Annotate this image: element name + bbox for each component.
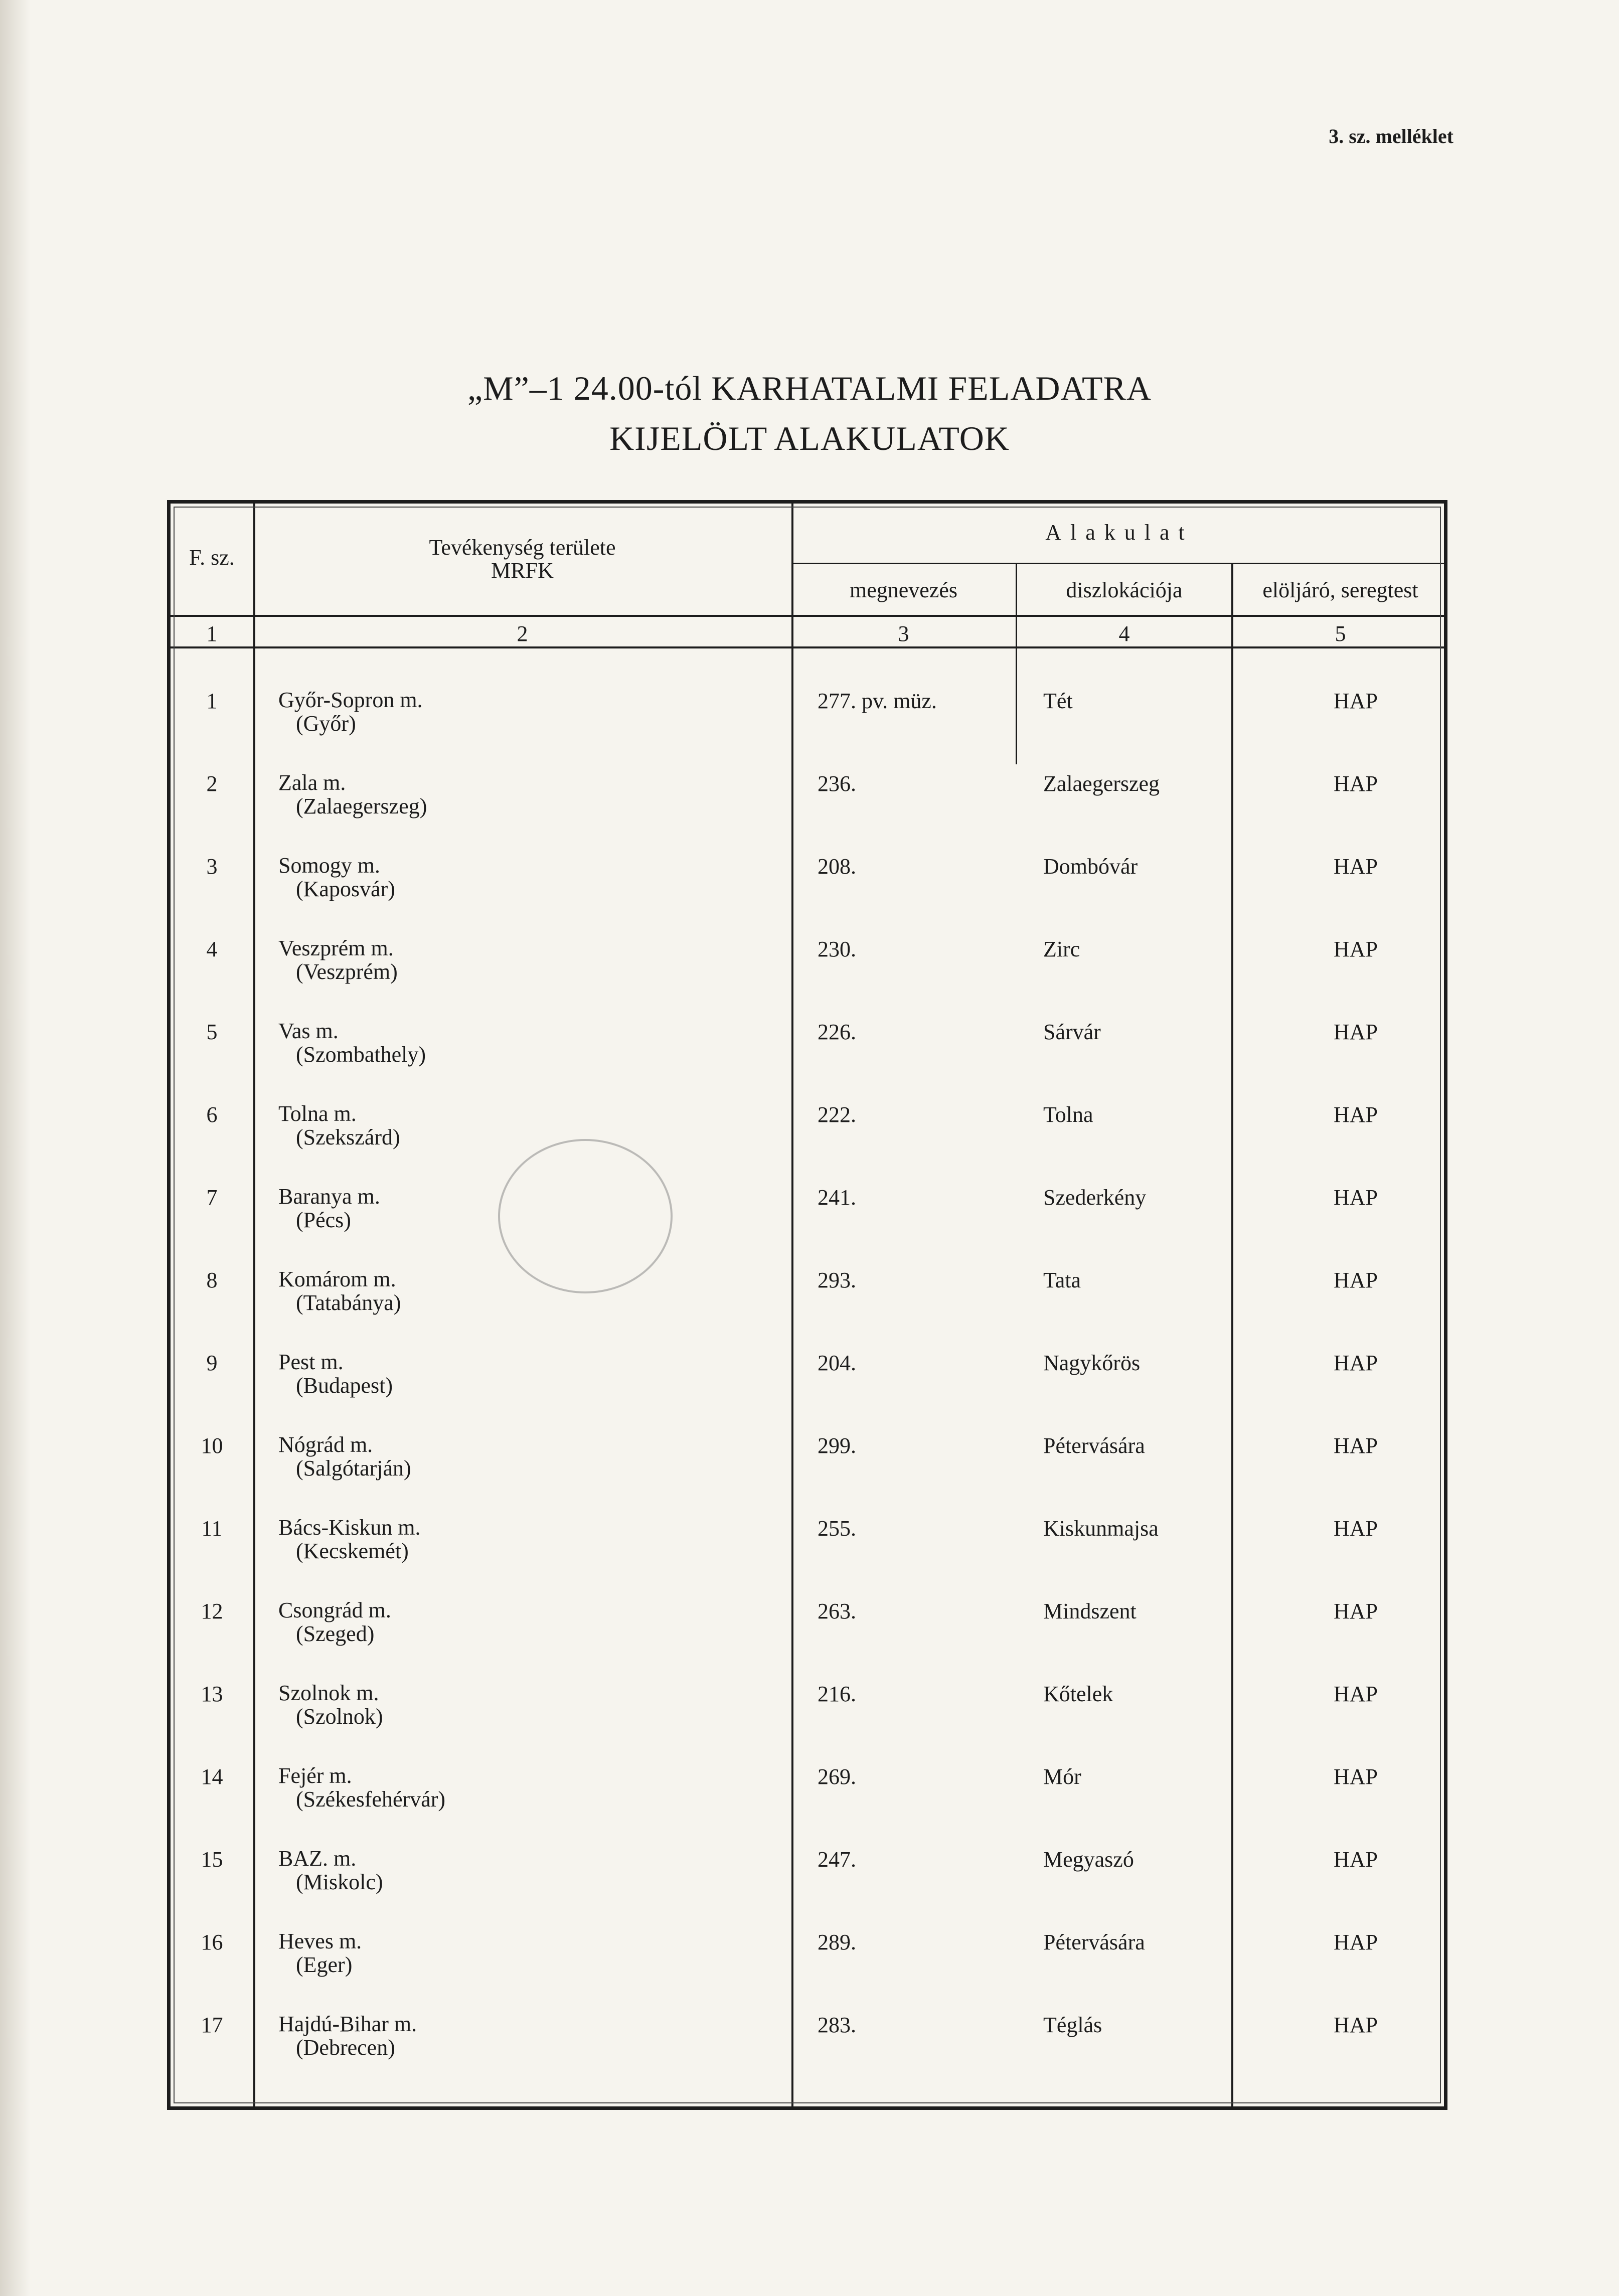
row-number: 12 <box>201 1599 223 1623</box>
row-superior: HAP <box>1333 1847 1378 1872</box>
row-county: Heves m. <box>278 1929 362 1953</box>
table-row <box>171 936 1444 1019</box>
table-row <box>171 1516 1444 1598</box>
header-area-line1: Tevékenység területe <box>429 535 616 560</box>
table-row <box>171 854 1444 936</box>
row-number: 8 <box>206 1268 218 1292</box>
row-superior: HAP <box>1333 1599 1378 1623</box>
row-superior: HAP <box>1333 1682 1378 1706</box>
header-group: Alakulat <box>1045 520 1194 545</box>
row-county: Nógrád m. <box>278 1432 373 1457</box>
row-area <box>278 1350 780 1397</box>
table-row <box>171 1929 1444 2012</box>
row-area <box>278 936 780 983</box>
row-area <box>278 771 780 818</box>
row-location: Kiskunmajsa <box>1043 1516 1159 1541</box>
row-number: 7 <box>206 1185 218 1210</box>
row-superior: HAP <box>1333 854 1378 879</box>
colnum-bottom-line <box>171 646 1447 648</box>
row-seat: (Salgótarján) <box>296 1456 411 1481</box>
header-area <box>253 536 791 582</box>
row-number: 3 <box>206 854 218 879</box>
row-seat: (Tatabánya) <box>296 1290 401 1315</box>
row-number: 10 <box>201 1433 223 1458</box>
row-seat: (Pécs) <box>296 1208 351 1232</box>
table-row <box>171 2012 1444 2094</box>
row-location: Nagykőrös <box>1043 1351 1141 1375</box>
row-location: Mór <box>1043 1764 1081 1789</box>
row-unit: 208. <box>818 854 856 879</box>
row-unit: 216. <box>818 1682 856 1706</box>
row-unit: 222. <box>818 1102 856 1127</box>
colnum-5: 5 <box>1335 621 1346 646</box>
header-area-line2: MRFK <box>491 558 554 583</box>
row-county: Somogy m. <box>278 853 380 878</box>
row-area <box>278 1267 780 1315</box>
header-location: diszlokációja <box>1066 578 1183 602</box>
units-table <box>167 500 1447 2110</box>
header-fsz: F. sz. <box>189 545 235 570</box>
colnum-3: 3 <box>898 621 909 646</box>
table-row <box>171 1102 1444 1184</box>
row-number: 16 <box>201 1930 223 1954</box>
colnum-1: 1 <box>206 621 218 646</box>
row-area <box>278 1019 780 1066</box>
row-seat: (Kaposvár) <box>296 877 395 901</box>
table-row <box>171 1598 1444 1681</box>
scan-page-edge <box>0 0 30 2296</box>
header-superior: elöljáró, seregtest <box>1262 578 1418 602</box>
row-seat: (Szombathely) <box>296 1042 426 1067</box>
table-row <box>171 1185 1444 1267</box>
row-seat: (Székesfehérvár) <box>296 1787 446 1812</box>
row-county: Komárom m. <box>278 1267 396 1291</box>
row-county: Győr-Sopron m. <box>278 688 423 712</box>
row-area <box>278 688 780 735</box>
row-number: 17 <box>201 2013 223 2037</box>
row-county: Pest m. <box>278 1350 344 1374</box>
row-area <box>278 1929 780 1977</box>
row-location: Szederkény <box>1043 1185 1147 1210</box>
row-county: Baranya m. <box>278 1184 380 1209</box>
row-area <box>278 1102 780 1149</box>
row-county: Szolnok m. <box>278 1681 379 1705</box>
group-underline <box>791 563 1447 564</box>
row-unit: 236. <box>818 771 856 796</box>
row-area <box>278 1681 780 1728</box>
row-unit: 269. <box>818 1764 856 1789</box>
row-location: Mindszent <box>1043 1599 1137 1623</box>
row-location: Tata <box>1043 1268 1081 1292</box>
row-county: Veszprém m. <box>278 936 394 960</box>
document-subtitle: KIJELÖLT ALAKULATOK <box>609 419 1010 457</box>
row-area <box>278 854 780 901</box>
row-superior: HAP <box>1333 1433 1378 1458</box>
row-superior: HAP <box>1333 1268 1378 1292</box>
row-county: Bács-Kiskun m. <box>278 1515 421 1540</box>
row-area <box>278 1185 780 1232</box>
row-location: Pétervására <box>1043 1930 1145 1954</box>
table-row <box>171 1764 1444 1846</box>
row-seat: (Budapest) <box>296 1373 393 1398</box>
row-seat: (Kecskemét) <box>296 1539 409 1563</box>
row-unit: 293. <box>818 1268 856 1292</box>
row-location: Pétervására <box>1043 1433 1145 1458</box>
row-superior: HAP <box>1333 2013 1378 2037</box>
header-bottom-line <box>171 615 1447 617</box>
row-location: Tolna <box>1043 1102 1093 1127</box>
row-superior: HAP <box>1333 1185 1378 1210</box>
row-superior: HAP <box>1333 771 1378 796</box>
row-location: Tét <box>1043 689 1073 713</box>
row-seat: (Miskolc) <box>296 1870 383 1894</box>
row-county: Hajdú-Bihar m. <box>278 2012 417 2036</box>
row-location: Zirc <box>1043 937 1080 961</box>
row-superior: HAP <box>1333 689 1378 713</box>
row-superior: HAP <box>1333 937 1378 961</box>
row-number: 5 <box>206 1020 218 1044</box>
row-unit: 247. <box>818 1847 856 1872</box>
row-area <box>278 1433 780 1480</box>
row-number: 15 <box>201 1847 223 1872</box>
row-location: Kőtelek <box>1043 1682 1113 1706</box>
row-number: 11 <box>201 1516 223 1541</box>
row-county: Tolna m. <box>278 1101 357 1126</box>
table-row <box>171 1350 1444 1432</box>
row-location: Dombóvár <box>1043 854 1138 879</box>
row-area <box>278 1516 780 1563</box>
colnum-4: 4 <box>1118 621 1130 646</box>
row-number: 6 <box>206 1102 218 1127</box>
row-unit: 241. <box>818 1185 856 1210</box>
row-area <box>278 1764 780 1811</box>
table-row <box>171 688 1444 770</box>
table-row <box>171 771 1444 853</box>
row-number: 2 <box>206 771 218 796</box>
row-county: Fejér m. <box>278 1763 352 1788</box>
row-number: 13 <box>201 1682 223 1706</box>
row-unit: 289. <box>818 1930 856 1954</box>
table-row <box>171 1433 1444 1515</box>
row-area <box>278 2012 780 2059</box>
row-seat: (Szekszárd) <box>296 1125 400 1150</box>
document-title: „M”–1 24.00-tól KARHATALMI FELADATRA <box>467 369 1152 407</box>
row-unit: 283. <box>818 2013 856 2037</box>
row-number: 9 <box>206 1351 218 1375</box>
row-seat: (Szolnok) <box>296 1704 383 1729</box>
table-row <box>171 1681 1444 1763</box>
row-area <box>278 1847 780 1894</box>
row-county: Zala m. <box>278 770 346 795</box>
annex-label: 3. sz. melléklet <box>1329 125 1453 147</box>
table-row <box>171 1019 1444 1101</box>
row-superior: HAP <box>1333 1516 1378 1541</box>
row-seat: (Győr) <box>296 711 356 736</box>
row-unit: 277. pv. müz. <box>818 689 937 713</box>
row-superior: HAP <box>1333 1020 1378 1044</box>
row-unit: 255. <box>818 1516 856 1541</box>
row-location: Zalaegerszeg <box>1043 771 1160 796</box>
row-number: 14 <box>201 1764 223 1789</box>
row-superior: HAP <box>1333 1351 1378 1375</box>
table-row <box>171 1267 1444 1350</box>
row-location: Megyaszó <box>1043 1847 1134 1872</box>
row-seat: (Zalaegerszeg) <box>296 794 427 818</box>
row-unit: 299. <box>818 1433 856 1458</box>
row-unit: 204. <box>818 1351 856 1375</box>
header-name: megnevezés <box>850 578 957 602</box>
row-county: Csongrád m. <box>278 1598 391 1622</box>
row-superior: HAP <box>1333 1764 1378 1789</box>
colnum-2: 2 <box>517 621 528 646</box>
row-county: BAZ. m. <box>278 1846 357 1871</box>
row-superior: HAP <box>1333 1102 1378 1127</box>
row-county: Vas m. <box>278 1019 339 1043</box>
row-unit: 230. <box>818 937 856 961</box>
row-location: Téglás <box>1043 2013 1102 2037</box>
row-seat: (Szeged) <box>296 1621 375 1646</box>
row-number: 4 <box>206 937 218 961</box>
row-area <box>278 1598 780 1646</box>
row-seat: (Debrecen) <box>296 2035 395 2060</box>
row-unit: 226. <box>818 1020 856 1044</box>
row-number: 1 <box>206 689 218 713</box>
row-seat: (Eger) <box>296 1952 353 1977</box>
row-seat: (Veszprém) <box>296 959 398 984</box>
row-unit: 263. <box>818 1599 856 1623</box>
row-location: Sárvár <box>1043 1020 1101 1044</box>
table-row <box>171 1847 1444 1929</box>
row-superior: HAP <box>1333 1930 1378 1954</box>
